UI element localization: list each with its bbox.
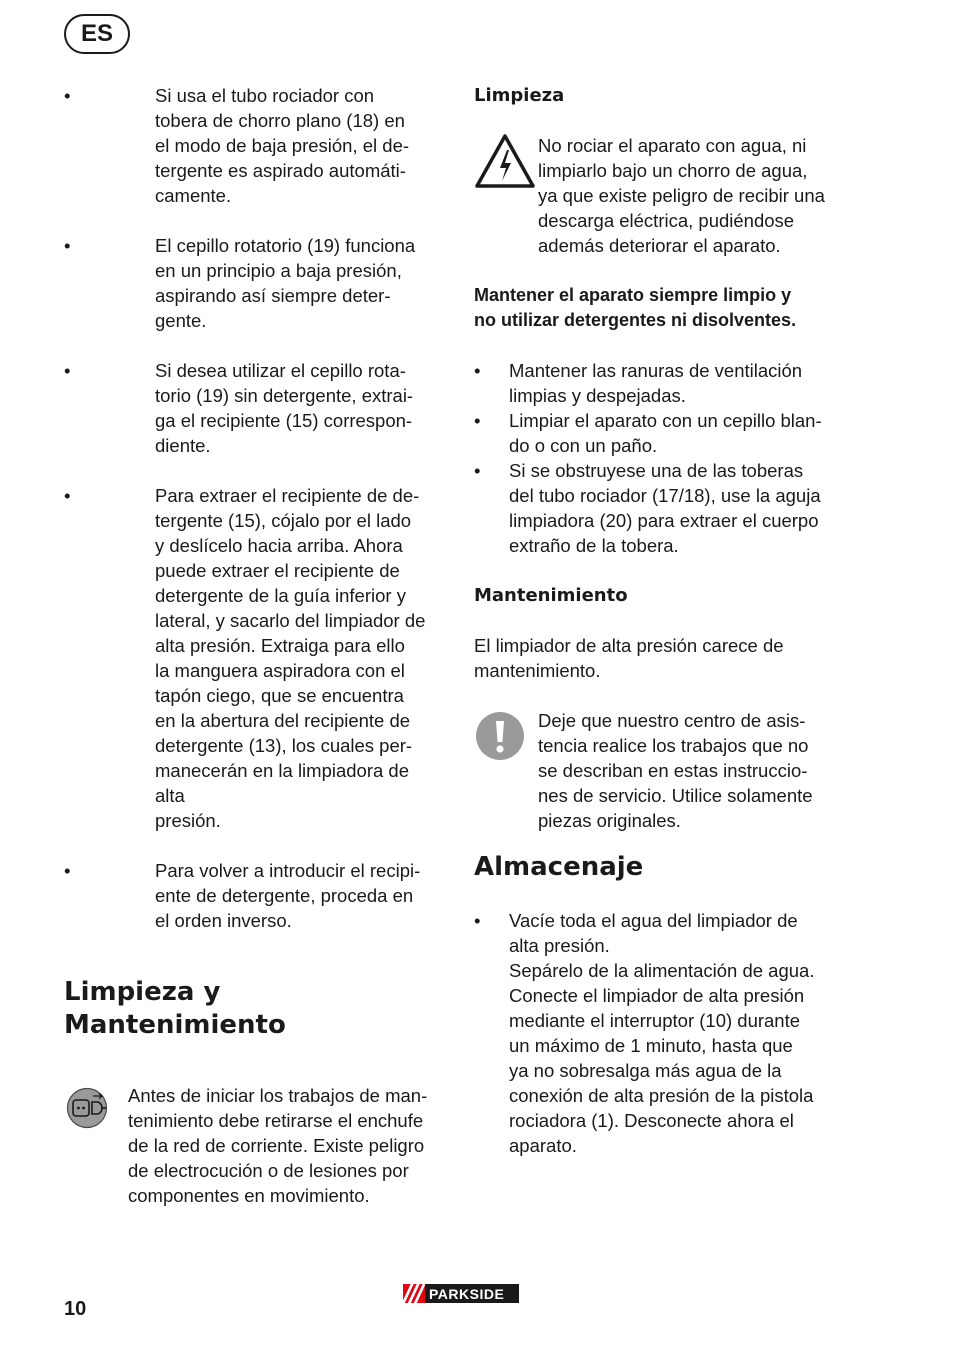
list-item-text: Si usa el tubo rociador con tobera de chorro plano (18) en el modo de baja presión, el de- tergente es aspirado automáti- camente.: [155, 85, 410, 206]
list-item-text: Vacíe toda el agua del limpiador de alta presión. Sepárelo de la alimentación de agua. Conecte el limpiador de alta presión mediante el interruptor (10) durante un máximo de 1 minuto, hasta que ya no sobresalga más agua de la conexión de alta presión de la pistola rociadora (1). Desconecte ahora el aparato.: [509, 910, 815, 1156]
list-item-text: Para extraer el recipiente de de- tergente (15), cójalo por el lado y deslícelo hacia arriba. Ahora puede extraer el recipiente de detergente de la guía inferior y lateral, y sacarlo del limpiador de alta presión. Extraiga para ello la manguera aspiradora con el tapón ciego, que se encuentra en la abertura del recipiente de detergente (13), los cuales per- manecerán en la limpiadora de alta presión.: [155, 485, 426, 831]
brand-logo: [403, 1284, 519, 1303]
language-code: ES: [80, 20, 113, 47]
list-item-text: Para volver a introducir el recipi- ente de detergente, proceda en el orden inverso.: [155, 860, 421, 931]
bullet: •: [474, 460, 481, 481]
list-item-text: Mantener las ranuras de ventilación limpias y despejadas.: [509, 360, 803, 406]
list-item-text: Si desea utilizar el cepillo rota- torio (19) sin detergente, extrai- ga el recipiente (15) correspon- diente.: [155, 360, 414, 456]
bullet: •: [64, 360, 71, 381]
section-title-maintenance: Limpieza y Mantenimiento: [64, 977, 286, 1040]
storage-heading: Almacenaje: [474, 852, 644, 882]
unplug-icon: [66, 1087, 108, 1129]
bullet: •: [64, 235, 71, 256]
list-item-text: Si se obstruyese una de las toberas del tubo rociador (17/18), use la aguja limpiadora (20) para extraer el cuerpo extraño de la tobera.: [509, 460, 821, 556]
cleaning-heading: Limpieza: [474, 85, 565, 106]
page-number: 10: [64, 1298, 87, 1320]
brand-stripes: [403, 1284, 425, 1303]
exclamation-icon: [475, 711, 525, 761]
bullet: •: [64, 485, 71, 506]
unplug-notice-text: Antes de iniciar los trabajos de man- tenimiento debe retirarse el enchufe de la red de corriente. Existe peligro de electrocución o de lesiones por componentes en movimiento.: [128, 1085, 428, 1206]
keep-clean-note: Mantener el aparato siempre limpio y no utilizar detergentes ni disolventes.: [474, 285, 797, 330]
bullet: •: [474, 410, 481, 431]
list-item-text: El cepillo rotatorio (19) funciona en un principio a baja presión, aspirando así siempre deter- gente.: [155, 235, 416, 331]
bullet: •: [474, 910, 481, 931]
shock-warning-text: No rociar el aparato con agua, ni limpiarlo bajo un chorro de agua, ya que existe peligro de recibir una descarga eléctrica, pudiéndose además deteriorar el aparato.: [538, 135, 825, 256]
bullet: •: [64, 85, 71, 106]
electric-shock-warning-icon: [474, 133, 536, 189]
bullet: •: [474, 360, 481, 381]
maintenance-heading: Mantenimiento: [474, 585, 628, 606]
brand-name: PARKSIDE: [429, 1285, 505, 1302]
language-badge: [64, 14, 130, 54]
bullet: •: [64, 860, 71, 881]
maintenance-text: El limpiador de alta presión carece de mantenimiento.: [474, 635, 784, 681]
service-notice-text: Deje que nuestro centro de asis- tencia realice los trabajos que no se describan en estas instruccio- nes de servicio. Utilice solamente piezas originales.: [538, 710, 813, 831]
list-item-text: Limpiar el aparato con un cepillo blan- do o con un paño.: [509, 410, 822, 456]
